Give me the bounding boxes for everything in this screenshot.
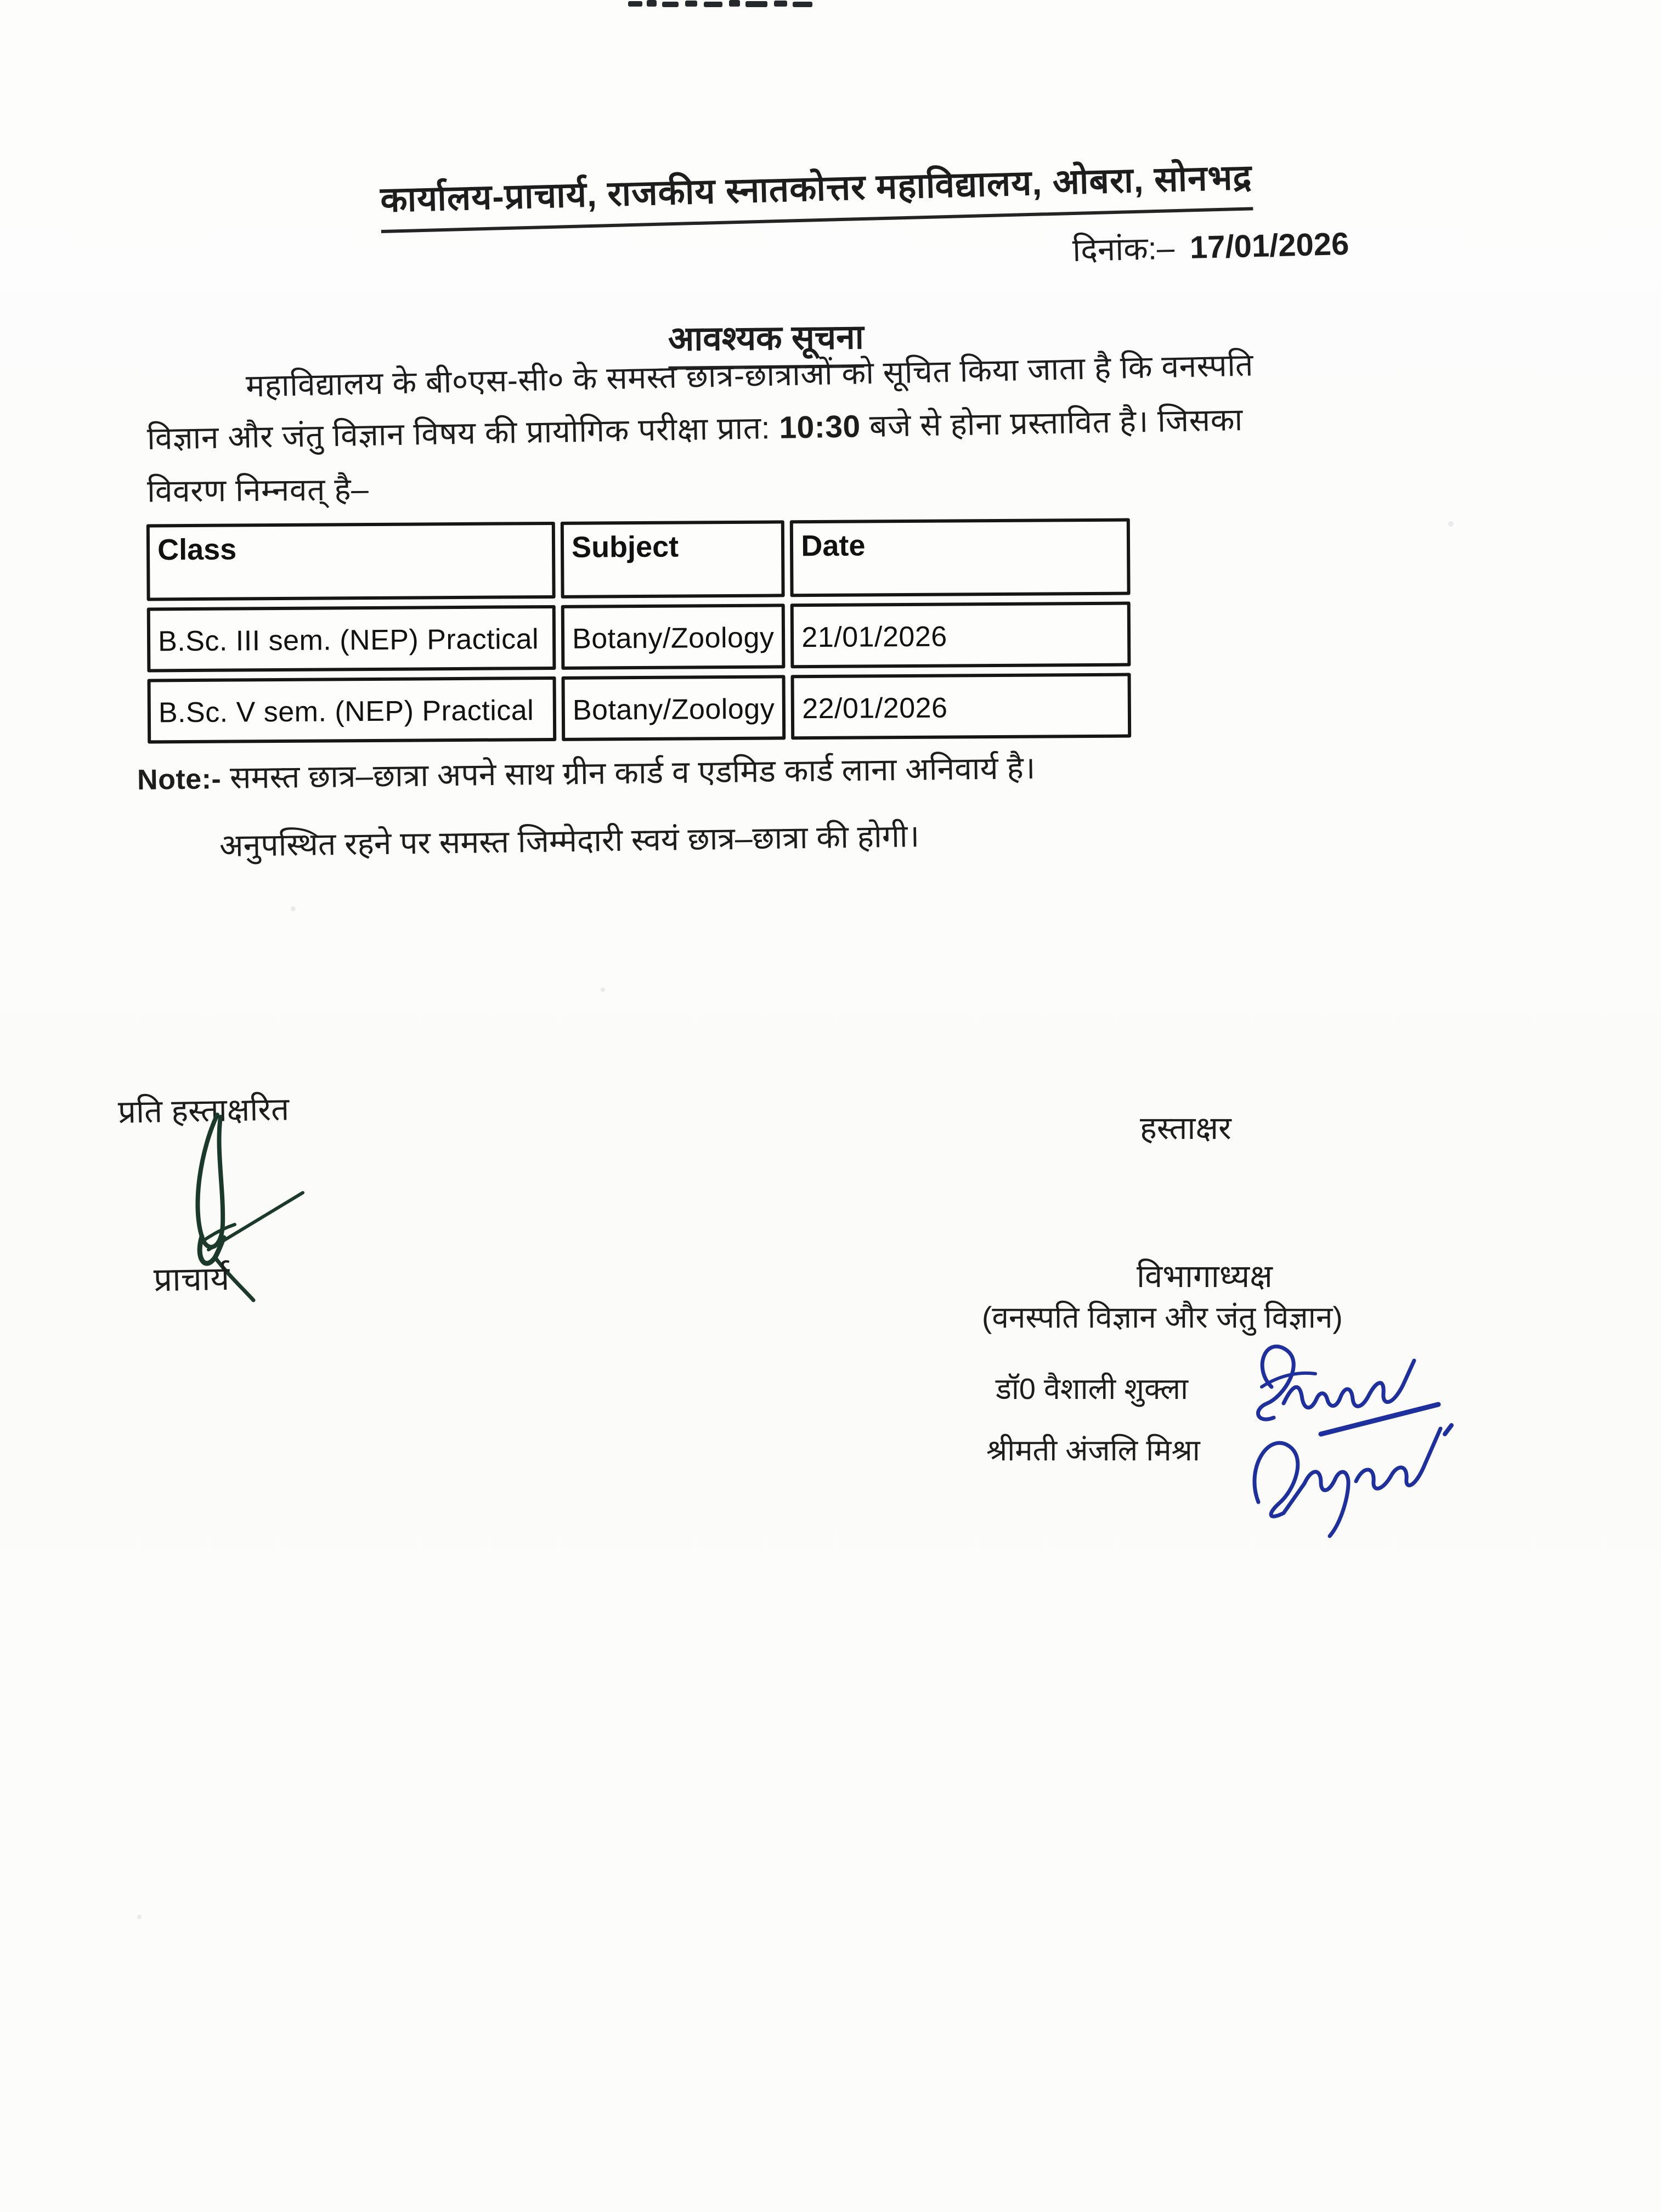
note-text-1: समस्त छात्र–छात्रा अपने साथ ग्रीन कार्ड व एडमिड कार्ड लाना अनिवार्य है। <box>221 750 1036 796</box>
body-line-2-post: बजे से होना प्रस्तावित है। जिसका <box>860 402 1244 444</box>
date-line <box>1072 221 1349 270</box>
header-cell-class: Class <box>146 522 556 601</box>
body-line-3: विवरण निम्नवत् है– <box>146 472 369 509</box>
hod-role-label: विभागाध्यक्ष <box>1137 1259 1273 1294</box>
table-row <box>147 602 1131 673</box>
countersigned-label: प्रति हस्ताक्षरित <box>117 1091 290 1130</box>
office-header-line: कार्यालय-प्राचार्य, राजकीय स्नातकोत्तर महाविद्यालय, ओबरा, सोनभद्र <box>380 151 1253 233</box>
body-line-2 <box>146 397 1243 459</box>
principal-role-label: प्राचार्य <box>153 1260 230 1299</box>
note-label: Note:- <box>137 763 222 796</box>
body-line-1: महाविद्यालय के बी०एस-सी० के समस्त छात्र-छात्राओं को सूचित किया जाता है कि वनस्पति <box>245 347 1254 404</box>
header-cell-date: Date <box>790 518 1131 597</box>
signature-label: हस्ताक्षर <box>1140 1110 1231 1146</box>
scan-speck <box>601 988 605 992</box>
table-row <box>148 673 1132 744</box>
mishra-signature <box>1234 1398 1498 1541</box>
cell-date: 22/01/2026 <box>791 673 1132 740</box>
cell-date: 21/01/2026 <box>790 602 1131 669</box>
exam-schedule-table <box>141 511 1137 750</box>
scan-speck <box>291 906 296 911</box>
cell-subject: Botany/Zoology <box>561 603 786 669</box>
department-name-label: (वनस्पति विज्ञान और जंतु विज्ञान) <box>982 1300 1343 1334</box>
exam-time: 10:30 <box>778 409 861 445</box>
cropped-top-text-fragment <box>628 0 815 10</box>
table-header-row <box>146 518 1131 601</box>
scan-speck <box>137 1915 142 1919</box>
note-line-1 <box>137 745 1036 799</box>
name-vaishali-shukla: डॉ0 वैशाली शुक्ला <box>996 1373 1188 1406</box>
header-cell-subject: Subject <box>561 520 785 598</box>
scan-speck <box>1448 521 1454 527</box>
cell-class: B.Sc. III sem. (NEP) Practical <box>147 605 556 673</box>
notice-title: आवश्यक सूचना <box>668 313 864 370</box>
date-label: दिनांक:– <box>1072 230 1175 269</box>
name-anjali-mishra: श्रीमती अंजलि मिश्रा <box>986 1434 1200 1467</box>
body-line-2-pre: विज्ञान और जंतु विज्ञान विषय की प्रायोगिक परीक्षा प्रात: <box>146 410 779 456</box>
date-value: 17/01/2026 <box>1189 225 1350 266</box>
note-line-2: अनुपस्थित रहने पर समस्त जिम्मेदारी स्वयं छात्र–छात्रा की होगी। <box>219 819 920 864</box>
cell-class: B.Sc. V sem. (NEP) Practical <box>148 676 557 744</box>
cell-subject: Botany/Zoology <box>562 675 786 741</box>
